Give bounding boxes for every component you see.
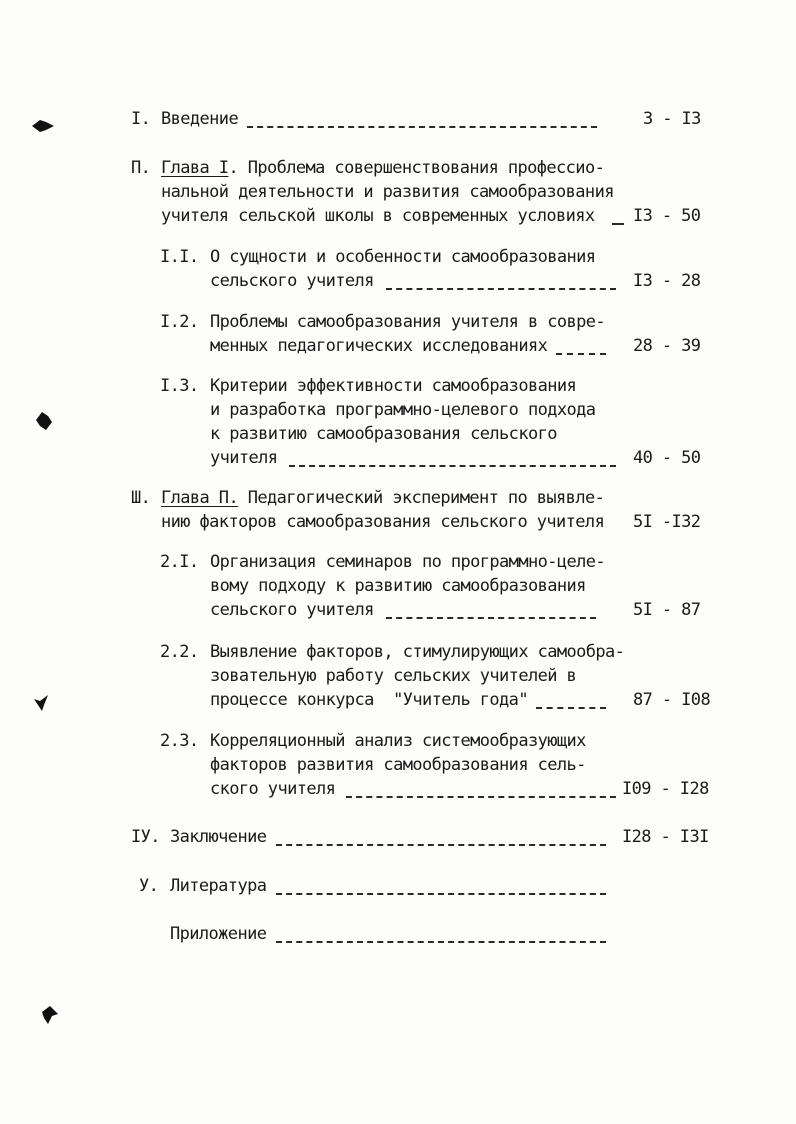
toc-concl-leader xyxy=(276,844,606,846)
toc-concl-pages: I28 - I3I xyxy=(622,827,709,847)
toc-lit-leader xyxy=(276,893,606,895)
toc-s13-leader xyxy=(289,465,616,467)
toc-ch1-number: П. xyxy=(131,158,151,178)
toc-s21-line1: Организация семинаров по программно-целе- xyxy=(210,552,606,572)
toc-ch2-line1 xyxy=(161,488,604,508)
toc-s13-line4: учителя xyxy=(210,448,278,468)
toc-s13-line2: и разработка программно-целевого подхода xyxy=(210,400,596,420)
toc-s23-line3: ского учителя xyxy=(210,779,336,799)
toc-s12-leader xyxy=(556,353,606,355)
toc-lit-title: Литература xyxy=(170,876,267,896)
toc-s21-line3: сельского учителя xyxy=(210,600,374,620)
toc-s11-line2: сельского учителя xyxy=(210,271,374,291)
toc-concl-title: Заключение xyxy=(170,827,267,847)
toc-s23-pages: I09 - I28 xyxy=(622,779,709,799)
toc-s23-number: 2.3. xyxy=(160,731,199,751)
toc-s11-pages: I3 - 28 xyxy=(633,271,701,291)
toc-s22-line2: зовательную работу сельских учителей в xyxy=(210,666,577,686)
toc-s22-pages: 87 - I08 xyxy=(633,690,711,710)
toc-s11-number: I.I. xyxy=(160,247,199,267)
toc-ch2-pages: 5I -I32 xyxy=(633,512,701,532)
toc-ch1-line2: нальной деятельности и развития самообразования xyxy=(161,182,614,202)
toc-ch1-line3: учителя сельской школы в современных условиях xyxy=(161,206,595,226)
toc-s13-pages: 40 - 50 xyxy=(633,448,701,468)
toc-s21-leader xyxy=(386,617,596,619)
toc-s13-line1: Критерии эффективности самообразования xyxy=(210,376,577,396)
toc-ch1-leader xyxy=(612,223,624,225)
ink-speck-2-icon xyxy=(34,410,54,432)
toc-ch2-number: Ш. xyxy=(131,488,151,508)
toc-s12-line2: менных педагогических исследованиях xyxy=(210,336,548,356)
toc-s22-leader xyxy=(536,707,606,709)
toc-ch1-line1 xyxy=(161,158,604,178)
toc-s22-number: 2.2. xyxy=(160,642,199,662)
toc-app-leader xyxy=(276,941,606,943)
toc-lit-number: У. xyxy=(139,876,159,896)
toc-intro-leader xyxy=(247,126,597,128)
toc-concl-number: IУ. xyxy=(131,827,160,847)
toc-s13-line3: к развитию самообразования сельского xyxy=(210,424,557,444)
toc-s13-number: I.3. xyxy=(160,376,199,396)
toc-s23-leader xyxy=(346,796,616,798)
toc-app-title: Приложение xyxy=(170,924,267,944)
toc-ch1-label: Глава I xyxy=(161,158,229,178)
ink-speck-3-icon xyxy=(32,693,52,713)
toc-s21-line2: вому подходу к развитию самообразования xyxy=(210,576,586,596)
toc-s11-leader xyxy=(386,288,616,290)
toc-s22-line1: Выявление факторов, стимулирующих самообра- xyxy=(210,642,625,662)
toc-s22-line3: процессе конкурса "Учитель года" xyxy=(210,690,528,710)
toc-s11-line1: О сущности и особенности самообразования xyxy=(210,247,596,267)
ink-speck-1-icon xyxy=(30,116,56,136)
toc-ch1-pages: I3 - 50 xyxy=(633,206,701,226)
toc-ch1-line1-text: . Проблема совершенствования профессио- xyxy=(228,158,605,178)
toc-ch2-label: Глава П. xyxy=(161,488,239,508)
toc-s21-pages: 5I - 87 xyxy=(633,600,701,620)
toc-intro-number: I. xyxy=(131,109,151,129)
toc-ch2-line1-text: Педагогический эксперимент по выявле- xyxy=(238,488,605,508)
toc-s23-line1: Корреляционный анализ системообразующих xyxy=(210,731,586,751)
toc-s12-pages: 28 - 39 xyxy=(633,336,701,356)
toc-s21-number: 2.I. xyxy=(160,552,199,572)
toc-ch2-line2: нию факторов самообразования сельского учителя xyxy=(161,512,605,532)
toc-s12-number: I.2. xyxy=(160,312,199,332)
toc-s12-line1: Проблемы самообразования учителя в совре- xyxy=(210,312,606,332)
ink-speck-4-icon xyxy=(38,1004,60,1026)
toc-s23-line2: факторов развития самообразования сель- xyxy=(210,755,586,775)
toc-intro-title: Введение xyxy=(161,109,239,129)
toc-intro-pages: 3 - I3 xyxy=(643,109,701,129)
